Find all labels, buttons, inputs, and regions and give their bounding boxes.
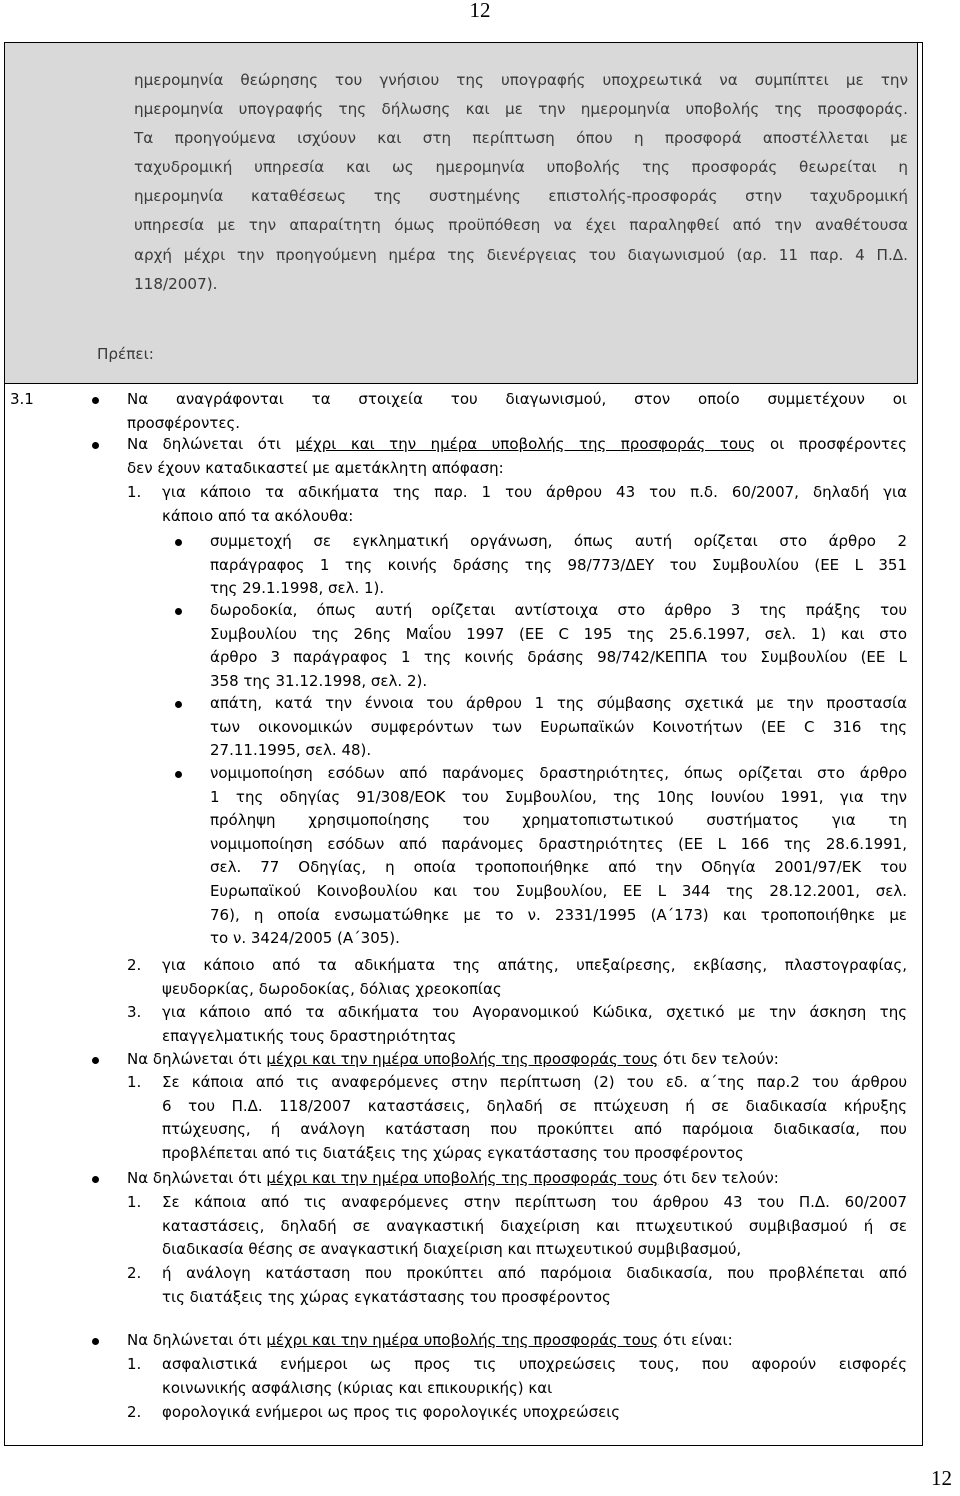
list-item-b5-2: φορολογικά ενήμεροι ως προς τις φορολογικές υποχρεώσεις	[162, 1403, 621, 1421]
sub-item-3: απάτη, κατά την έννοια του άρθρου 1 της σύμβασης σχετικά με την προστασία των οικονομικών συμφερόντων των Ευρωπαϊκών Κοινοτήτων (ΕΕ C 316 της 27.11.1995, σελ. 48).	[210, 694, 907, 760]
sub-item-4: νομιμοποίηση εσόδων από παράνομες δραστηριότητες, όπως ορίζεται στο άρθρο 1 της οδηγίας 91/308/ΕΟΚ του Συμβουλίου, της 10ης Ιουνίου 1991, για την πρόληψη χρησιμοποίησης του χρηματοπιστωτικού συστήματος για τη νομιμοποίηση εσόδων από παράνομες δραστηριότητες (ΕΕ L 166 της 28.6.1991, σελ. 77 Οδηγίας, η οποία τροποποιήθηκε από την Οδηγία 2001/97/ΕΚ του Ευρωπαϊκού Κοινοβουλίου και του Συμβουλίου, ΕΕ L 344 της 28.12.2001, σελ. 76), η οποία ενσωματώθηκε με το ν. 2331/1995 (Α΄173) και τροποποιήθηκε με το ν. 3424/2005 (Α΄305).	[210, 764, 907, 948]
bullet-3-text: Να δηλώνεται ότι μέχρι και την ημέρα υποβολής της προσφοράς τους ότι δεν τελούν:	[127, 1050, 779, 1068]
list-item-1: για κάποιο τα αδικήματα της παρ. 1 του άρθρου 43 του π.δ. 60/2007, δηλαδή για κάποιο από τα ακόλουθα:	[162, 483, 907, 525]
list-number: 1.	[127, 1193, 142, 1211]
prepei-label: Πρέπει:	[97, 345, 154, 363]
bullet-icon	[92, 1057, 99, 1064]
list-item-b4-2: ή ανάλογη κατάσταση που προκύπτει από παρόμοια διαδικασία, που προβλέπεται από τις διατάξεις της χώρας εγκατάστασης του προσφέροντος	[162, 1264, 907, 1306]
list-item-b5-1: ασφαλιστικά ενήμεροι ως προς τις υποχρεώσεις τους, που αφορούν εισφορές κοινωνικής ασφάλισης (κύριας και επικουρικής) και	[162, 1355, 907, 1397]
list-number: 1.	[127, 1355, 142, 1373]
bullet-icon	[92, 1338, 99, 1345]
list-number: 2.	[127, 1264, 142, 1282]
bullet-icon	[175, 771, 182, 778]
section-number: 3.1	[10, 390, 34, 408]
bullet-icon	[175, 608, 182, 615]
bullet-icon	[175, 701, 182, 708]
page-number-top: 12	[469, 0, 491, 22]
bullet-icon	[92, 397, 99, 404]
sub-item-1: συμμετοχή σε εγκληματική οργάνωση, όπως αυτή ορίζεται στο άρθρο 2 παράγραφος 1 της κοινής δράσης της 98/773/ΔΕΥ του Συμβουλίου (ΕΕ L 351 της 29.1.1998, σελ. 1).	[210, 532, 907, 598]
list-number: 1.	[127, 1073, 142, 1091]
bullet-4-text: Να δηλώνεται ότι μέχρι και την ημέρα υποβολής της προσφοράς τους ότι δεν τελούν:	[127, 1169, 779, 1187]
sub-item-2: δωροδοκία, όπως αυτή ορίζεται αντίστοιχα στο άρθρο 3 της πράξης του Συμβουλίου της 26ης Μαΐου 1997 (ΕΕ C 195 της 25.6.1997, σελ. 1) και στο άρθρο 3 παράγραφος 1 της κοινής δράσης 98/742/ΚΕΠΠΑ του Συμβουλίου (ΕΕ L 358 της 31.12.1998, σελ. 2).	[210, 601, 907, 690]
list-item-b3-1: Σε κάποια από τις αναφερόμενες στην περίπτωση (2) του εδ. α΄της παρ.2 του άρθρου 6 του Π.Δ. 118/2007 καταστάσεις, δηλαδή σε πτώχευση ή σε διαδικασία κήρυξης πτώχευσης, ή ανάλογη κατάσταση που προκύπτει από παρόμοια διαδικασία, που προβλέπεται από τις διατάξεις της χώρας εγκατάστασης του προσφέροντος	[162, 1073, 907, 1162]
list-number: 1.	[127, 483, 142, 501]
bullet-icon	[175, 539, 182, 546]
list-number: 2.	[127, 956, 142, 974]
bullet-icon	[92, 442, 99, 449]
page-number-bottom: 12	[931, 1466, 952, 1490]
list-item-3: για κάποιο από τα αδικήματα του Αγορανομικού Κώδικα, σχετικό με την άσκηση της επαγγελματικής τους δραστηριότητας	[162, 1003, 907, 1045]
bullet-2-text: Να δηλώνεται ότι μέχρι και την ημέρα υποβολής της προσφοράς τους οι προσφέροντες δεν έχουν καταδικαστεί με αμετάκλητη απόφαση:	[127, 435, 907, 477]
bullet-1-text: Να αναγράφονται τα στοιχεία του διαγωνισμού, στον οποίο συμμετέχουν οι προσφέροντες.	[127, 390, 907, 432]
bullet-icon	[92, 1176, 99, 1183]
box-paragraph: ημερομηνία θεώρησης του γνήσιου της υπογραφής υποχρεωτικά να συμπίπτει με την ημερομηνία υπογραφής της δήλωσης και με την ημερομηνία υποβολής της προσφοράς. Τα προηγούμενα ισχύουν και στη περίπτωση όπου η προσφορά αποστέλλεται με ταχυδρομική υπηρεσία και ως ημερομηνία υποβολής της προσφοράς θεωρείται η ημερομηνία καταθέσεως της συστημένης επιστολής-προσφοράς στην ταχυδρομική υπηρεσία με την απαραίτητη όμως προϋπόθεση να έχει παραληφθεί από την αναθέτουσα αρχή μέχρι την προηγούμενη ημέρα της διενέργειας του διαγωνισμού (αρ. 11 παρ. 4 Π.Δ. 118/2007).	[134, 71, 908, 293]
list-item-2: για κάποιο από τα αδικήματα της απάτης, υπεξαίρεσης, εκβίασης, πλαστογραφίας, ψευδορκίας, δωροδοκίας, δόλιας χρεοκοπίας	[162, 956, 907, 998]
list-item-b4-1: Σε κάποια από τις αναφερόμενες στην περίπτωση του άρθρου 43 του Π.Δ. 60/2007 καταστάσεις, δηλαδή σε αναγκαστική διαχείριση και πτωχευτικού συμβιβασμού ή σε διαδικασία θέσης σε αναγκαστική διαχείριση και πτωχευτικού συμβιβασμού,	[162, 1193, 907, 1259]
bullet-5-text: Να δηλώνεται ότι μέχρι και την ημέρα υποβολής της προσφοράς τους ότι είναι:	[127, 1331, 733, 1349]
list-number: 2.	[127, 1403, 142, 1421]
list-number: 3.	[127, 1003, 142, 1021]
